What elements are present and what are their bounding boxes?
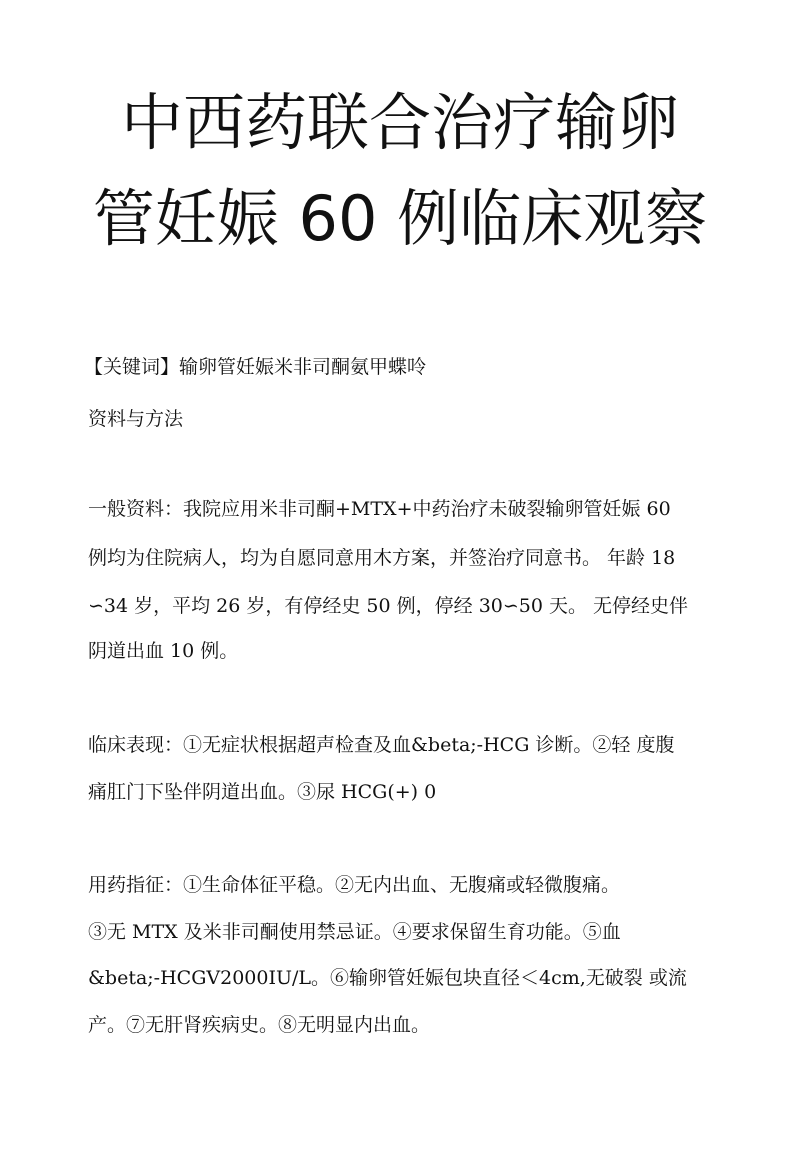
section-heading: 资料与方法	[88, 408, 184, 430]
keywords-line: 【关键词】输卵管妊娠米非司酮氨甲蝶呤	[84, 356, 427, 378]
general-info-line: 例均为住院病人，均为自愿同意用木方案，并签治疗同意书。 年龄 18	[88, 547, 676, 569]
general-info-line: 一般资料：我院应用米非司酮+MTX+中药治疗未破裂输卵管妊娠 60	[88, 498, 671, 520]
medication-indications-line: 产。⑦无肝肾疾病史。⑧无明显内出血。	[88, 1014, 431, 1036]
medication-indications-line: &beta;-HCGV2000IU/L。⑥输卵管妊娠包块直径＜4cm,无破裂 或流	[88, 967, 687, 989]
clinical-presentation-line: 痛肛门下坠伴阴道出血。③尿 HCG(+) 0	[88, 781, 437, 803]
general-info-line: 阴道出血 10 例。	[88, 640, 239, 662]
medication-indications-line: 用药指征：①生命体征平稳。②无内出血、无腹痛或轻微腹痛。	[88, 874, 621, 896]
clinical-presentation-line: 临床表现：①无症状根据超声检查及血&beta;-HCG 诊断。②轻 度腹	[88, 734, 675, 756]
general-info-line: ∽34 岁，平均 26 岁，有停经史 50 例，停经 30∽50 天。 无停经史伴	[88, 595, 689, 617]
medication-indications-line: ③无 MTX 及米非司酮使用禁忌证。④要求保留生育功能。⑤血	[88, 921, 621, 943]
document-title-line-2: 管妊娠 60 例临床观察	[92, 182, 708, 255]
document-title-line-1: 中西药联合治疗输卵	[120, 86, 679, 159]
